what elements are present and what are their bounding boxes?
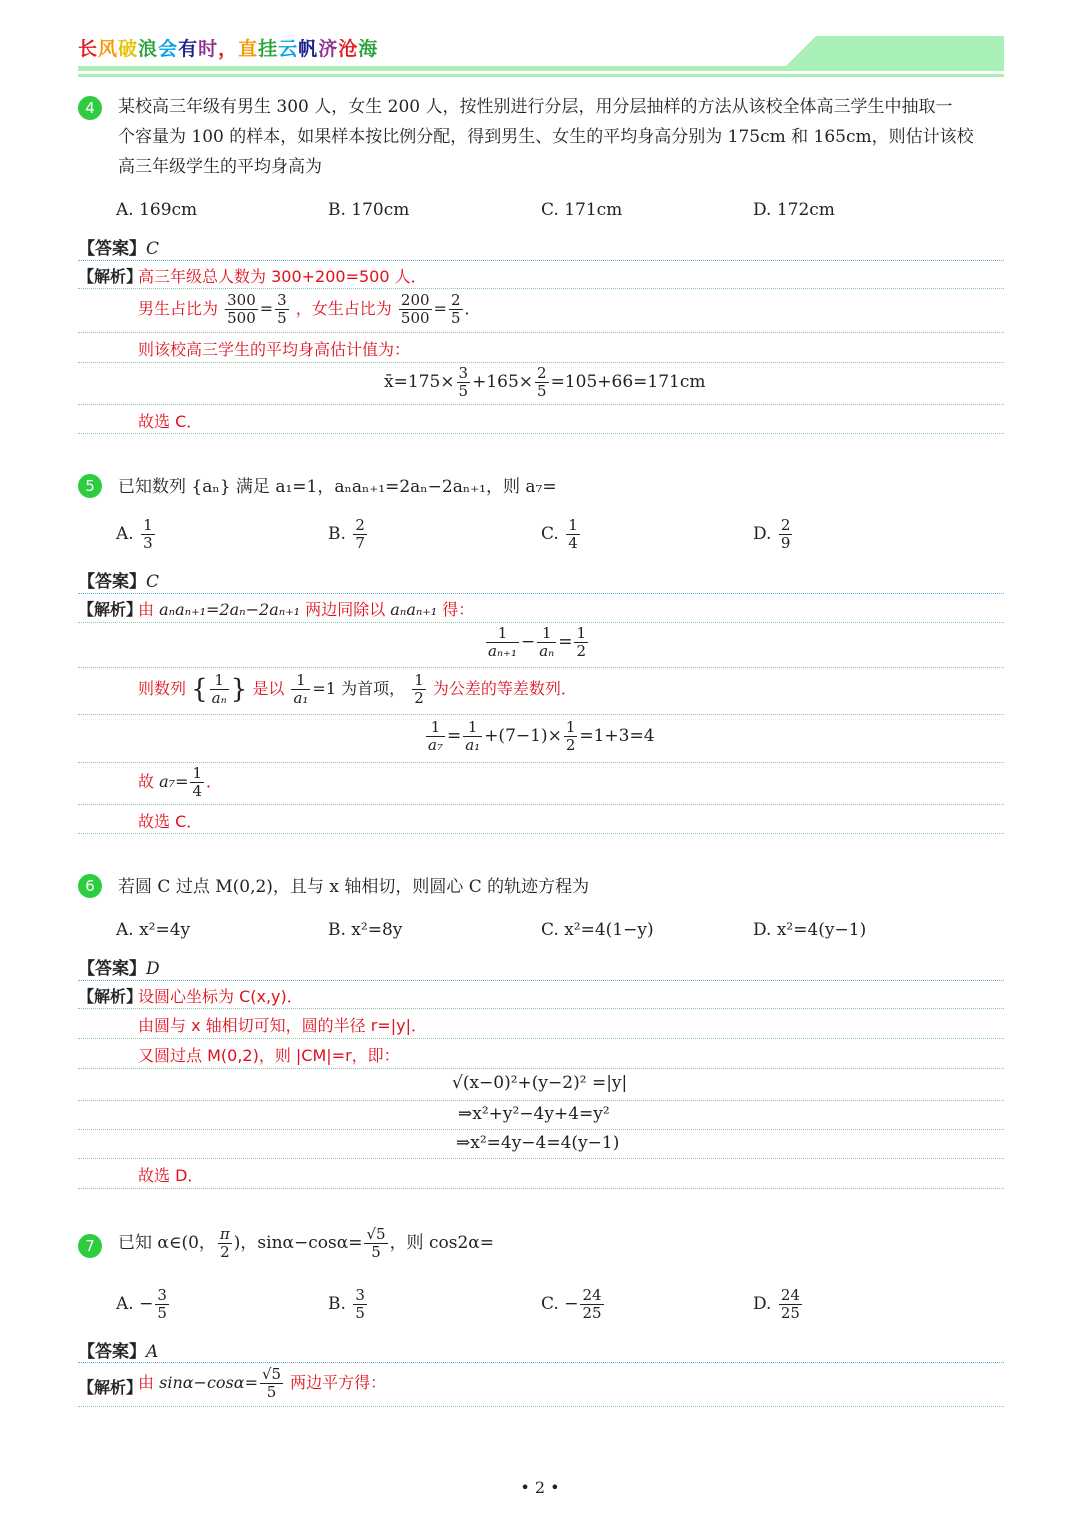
question-stem-line: 已知 α∈(0， $\frac{\pi}{2}$ )，sinα−cosα= $\frac{√5}{5}$ ，则 cos2α= <box>118 1225 494 1261</box>
slogan-char: 济 <box>318 38 339 60</box>
answer <box>78 234 159 259</box>
option-d: D. $\frac{24}{25}$ <box>753 1286 800 1322</box>
divider <box>78 667 1004 668</box>
divider <box>78 433 1004 434</box>
solution-conclusion: 故选 D． <box>138 1166 204 1185</box>
slogan-char: ， <box>218 38 239 60</box>
solution-line: 故 a₇= $\frac{1}{4}$ ． <box>138 764 223 800</box>
answer-value: D <box>146 959 160 979</box>
slogan-char: 挂 <box>258 38 279 60</box>
question-stem-line: 高三年级学生的平均身高为 <box>118 157 322 177</box>
slogan-char: 长 <box>78 38 99 60</box>
question-number: 4 <box>78 96 102 120</box>
solution-conclusion: 故选 C． <box>138 812 203 831</box>
formula: x̄=175× $\frac{3}{5}$ +165× $\frac{2}{5}$ =105+66=171cm <box>384 364 706 400</box>
divider <box>78 1188 1004 1189</box>
option-c: C. x²=4(1−y) <box>541 920 654 940</box>
formula: ⇒x²+y²−4y+4=y² <box>458 1104 610 1124</box>
question-stem-line: 已知数列 {aₙ} 满足 a₁=1，aₙaₙ₊₁=2aₙ−2aₙ₊₁，则 a₇= <box>118 477 557 497</box>
divider <box>78 288 1004 289</box>
slogan-char: 帆 <box>298 38 319 60</box>
divider <box>78 362 1004 363</box>
header-rule-2 <box>78 74 1004 77</box>
solution-label: 【解析】 <box>78 267 143 286</box>
divider <box>78 1129 1004 1130</box>
solution-line: 设圆心坐标为 C(x,y)． <box>138 987 303 1006</box>
option-c: C. $\frac{1}{4}$ <box>541 516 578 552</box>
slogan-char: 海 <box>358 38 379 60</box>
slogan-char: 沧 <box>338 38 359 60</box>
answer <box>78 567 159 592</box>
header-decoration <box>786 36 1004 66</box>
divider <box>78 404 1004 405</box>
answer-value: A <box>146 1342 159 1362</box>
answer <box>78 954 160 979</box>
option-c: C. − $\frac{24}{25}$ <box>541 1286 602 1322</box>
answer-label: 【答案】 <box>78 239 146 259</box>
divider <box>78 1158 1004 1159</box>
answer-label: 【答案】 <box>78 572 146 592</box>
divider <box>78 980 1004 981</box>
option-d: D. x²=4(y−1) <box>753 920 867 940</box>
solution-line: 高三年级总人数为 300+200=500 人． <box>138 267 427 286</box>
divider <box>78 332 1004 333</box>
question-stem-line: 某校高三年级有男生 300 人，女生 200 人，按性别进行分层，用分层抽样的方法从该校全体高三学生中抽取一 <box>118 97 953 117</box>
option-b: B. $\frac{3}{5}$ <box>328 1286 365 1322</box>
slogan-char: 破 <box>118 38 139 60</box>
divider <box>78 1008 1004 1009</box>
slogan-char: 风 <box>98 38 119 60</box>
solution-conclusion: 故选 C． <box>138 412 203 431</box>
solution-label: 【解析】 <box>78 987 143 1006</box>
solution-label: 【解析】 <box>78 600 143 619</box>
question-stem-line: 若圆 C 过点 M(0,2)，且与 x 轴相切，则圆心 C 的轨迹方程为 <box>118 877 590 897</box>
question-stem-line: 个容量为 100 的样本，如果样本按比例分配，得到男生、女生的平均身高分别为 175cm 和 165cm，则估计该校 <box>118 127 974 147</box>
divider <box>78 593 1004 594</box>
slogan-char: 会 <box>158 38 179 60</box>
option-b: B. $\frac{2}{7}$ <box>328 516 365 552</box>
question-number: 6 <box>78 874 102 898</box>
divider <box>78 1406 1004 1407</box>
formula: $\frac{1}{\text{a₇}}$ = $\frac{1}{\text{a₁}}$ +(7−1)× $\frac{1}{2}$ =1+3=4 <box>428 718 655 754</box>
solution-line: 则该校高三学生的平均身高估计值为： <box>138 340 411 359</box>
divider <box>78 260 1004 261</box>
answer-value: C <box>146 239 160 259</box>
option-b: B. 170cm <box>328 200 410 220</box>
header-slogan <box>78 34 378 61</box>
slogan-char: 直 <box>238 38 259 60</box>
solution-line: 由圆与 x 轴相切可知，圆的半径 r=|y|． <box>138 1016 427 1035</box>
option-a: A. − $\frac{3}{5}$ <box>116 1286 167 1322</box>
divider <box>78 804 1004 805</box>
solution-line: 则数列 { $\frac{1}{\text{aₙ}}$ } 是以 $\frac{1}{\text{a₁}}$ =1 为首项， $\frac{1}{2}$ 为公差的等差数列． <box>138 671 577 707</box>
slogan-char: 云 <box>278 38 299 60</box>
option-d: D. 172cm <box>753 200 835 220</box>
divider <box>78 714 1004 715</box>
option-b: B. x²=8y <box>328 920 403 940</box>
formula: √(x−0)²+(y−2)² =|y| <box>452 1073 628 1093</box>
answer-label: 【答案】 <box>78 959 146 979</box>
slogan-char: 有 <box>178 38 199 60</box>
slogan-char: 浪 <box>138 38 159 60</box>
divider <box>78 762 1004 763</box>
answer-label: 【答案】 <box>78 1342 146 1362</box>
header-rule <box>78 66 1004 71</box>
solution-line: 由 sinα−cosα= $\frac{√5}{5}$ 两边平方得： <box>138 1365 387 1401</box>
options <box>116 1287 996 1327</box>
option-d: D. $\frac{2}{9}$ <box>753 516 791 552</box>
question-number: 5 <box>78 474 102 498</box>
solution-line: 又圆过点 M(0,2)，则 |CM|=r，即： <box>138 1046 400 1065</box>
option-a: A. $\frac{1}{3}$ <box>116 516 153 552</box>
divider <box>78 622 1004 623</box>
solution-line: 男生占比为 $\frac{300}{500}$ = $\frac{3}{5}$ ，女生占比为 $\frac{200}{500}$ = $\frac{2}{5}$ ． <box>138 291 481 327</box>
option-c: C. 171cm <box>541 200 623 220</box>
answer-value: C <box>146 572 160 592</box>
divider <box>78 1362 1004 1363</box>
divider <box>78 833 1004 834</box>
solution-label: 【解析】 <box>78 1378 143 1397</box>
divider <box>78 1038 1004 1039</box>
options <box>116 517 996 557</box>
formula: $\frac{1}{\text{aₙ₊₁}}$ − $\frac{1}{\text{aₙ}}$ = $\frac{1}{2}$ <box>488 624 587 660</box>
answer <box>78 1337 158 1362</box>
option-a: A. 169cm <box>116 200 198 220</box>
page-number: • 2 • <box>520 1478 560 1497</box>
formula: ⇒x²=4y−4=4(y−1) <box>456 1133 620 1153</box>
option-a: A. x²=4y <box>116 920 191 940</box>
divider <box>78 1068 1004 1069</box>
divider <box>78 1100 1004 1101</box>
solution-line: 由 aₙaₙ₊₁=2aₙ−2aₙ₊₁ 两边同除以 aₙaₙ₊₁ 得： <box>138 600 475 619</box>
question-number: 7 <box>78 1234 102 1258</box>
slogan-char: 时 <box>198 38 219 60</box>
